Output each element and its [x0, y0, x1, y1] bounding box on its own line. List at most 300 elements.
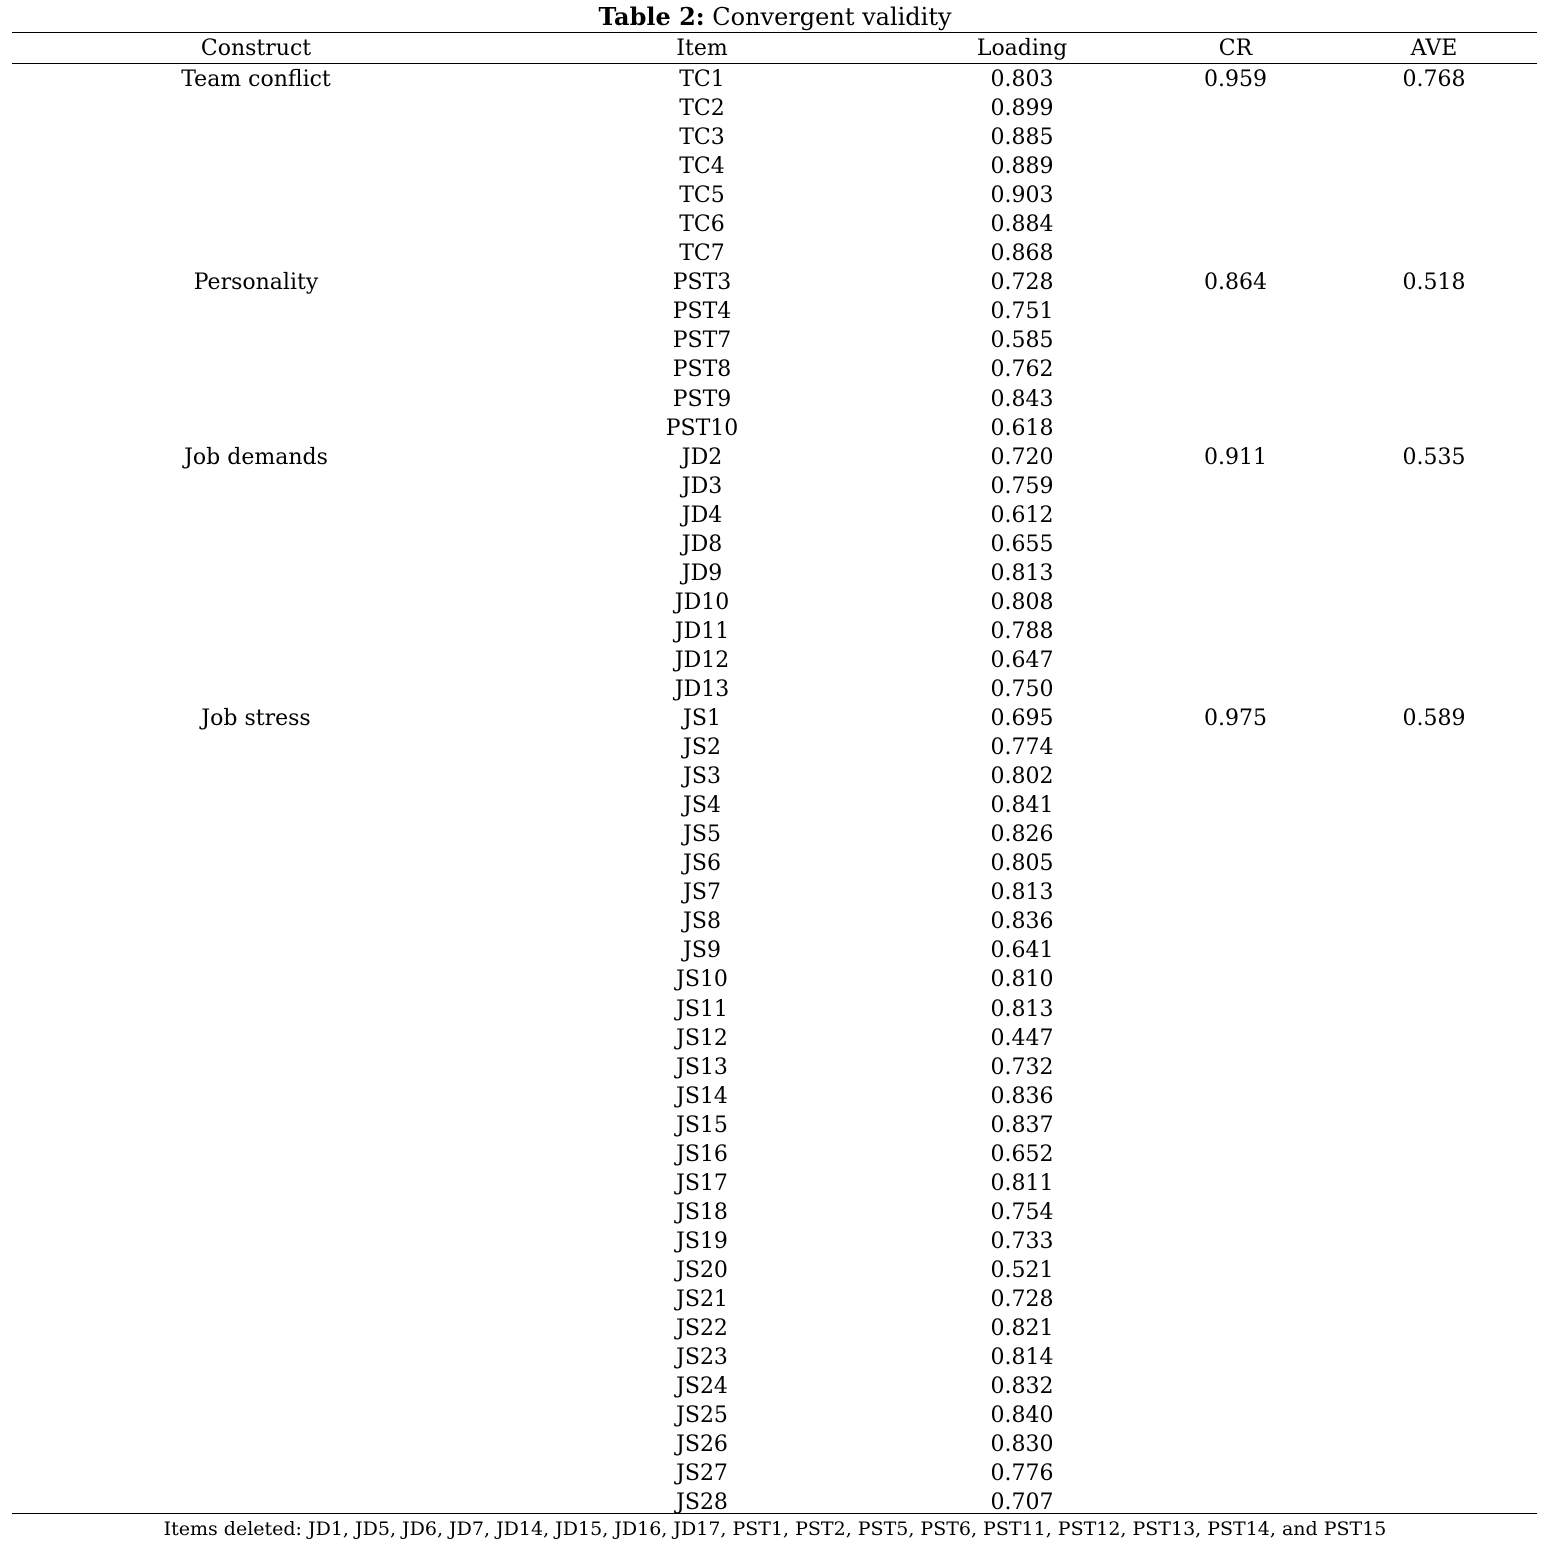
cr-cell [1140, 1284, 1331, 1313]
construct-cell [12, 877, 500, 906]
construct-cell [12, 848, 500, 877]
table-row [0, 529, 1545, 558]
table-row [0, 296, 1545, 325]
table-row [0, 1313, 1545, 1342]
cr-cell [1140, 238, 1331, 267]
cr-cell [1140, 1313, 1331, 1342]
construct-cell [12, 935, 500, 964]
item-cell: JS26 [676, 1432, 728, 1458]
loading-cell: 0.647 [990, 647, 1054, 673]
loading-cell: 0.618 [990, 415, 1054, 441]
loading-cell: 0.821 [990, 1316, 1054, 1342]
ave-cell [1331, 1139, 1537, 1168]
cr-cell [1140, 1487, 1331, 1516]
loading-cell: 0.732 [990, 1054, 1054, 1080]
table-row [0, 674, 1545, 703]
ave-cell [1331, 296, 1537, 325]
item-cell: TC1 [679, 67, 725, 92]
construct-cell [12, 296, 500, 325]
item-cell: TC7 [679, 241, 725, 267]
ave-cell [1331, 151, 1537, 180]
ave-cell [1331, 732, 1537, 761]
ave-cell [1331, 761, 1537, 790]
cr-cell: 0.959 [1204, 67, 1267, 92]
construct-cell [12, 325, 500, 354]
ave-cell [1331, 1255, 1537, 1284]
cr-cell [1140, 994, 1331, 1023]
table-row [0, 471, 1545, 500]
construct-cell [12, 529, 500, 558]
cr-cell [1140, 1110, 1331, 1139]
loading-cell: 0.836 [990, 909, 1054, 935]
construct-cell [12, 645, 500, 674]
ave-cell [1331, 1168, 1537, 1197]
loading-cell: 0.889 [990, 154, 1054, 180]
cr-cell [1140, 732, 1331, 761]
cr-cell [1140, 93, 1331, 122]
ave-cell [1331, 1487, 1537, 1516]
construct-cell [12, 761, 500, 790]
cr-cell [1140, 848, 1331, 877]
ave-cell [1331, 471, 1537, 500]
cr-cell: 0.864 [1204, 270, 1267, 296]
ave-cell [1331, 500, 1537, 529]
ave-cell [1331, 935, 1537, 964]
table-footnote: Items deleted: JD1, JD5, JD6, JD7, JD14, JD15, JD16, JD17, PST1, PST2, PST5, PST6, PST11, PST12, PST13, PST14, and PST15 [163, 1518, 1387, 1540]
construct-cell [12, 238, 500, 267]
loading-cell: 0.803 [990, 67, 1054, 92]
loading-cell: 0.707 [990, 1490, 1054, 1516]
item-cell: JD13 [674, 676, 730, 702]
ave-cell [1331, 994, 1537, 1023]
table-row [0, 151, 1545, 180]
item-cell: JS9 [683, 938, 721, 964]
table-row [0, 1255, 1545, 1284]
table-row [0, 848, 1545, 877]
header-ave: AVE [1410, 36, 1458, 61]
loading-cell: 0.802 [990, 764, 1054, 790]
construct-cell: Job demands [184, 444, 328, 470]
loading-cell: 0.903 [990, 183, 1054, 209]
item-cell: JS24 [676, 1374, 728, 1400]
ave-cell: 0.768 [1402, 67, 1466, 92]
table-row [0, 906, 1545, 935]
loading-cell: 0.728 [990, 1286, 1054, 1312]
loading-cell: 0.837 [990, 1112, 1054, 1138]
loading-cell: 0.521 [990, 1257, 1054, 1283]
table-row [0, 1052, 1545, 1081]
construct-cell [12, 790, 500, 819]
ave-cell [1331, 819, 1537, 848]
ave-cell [1331, 1226, 1537, 1255]
loading-cell: 0.808 [990, 589, 1054, 615]
cr-cell [1140, 1226, 1331, 1255]
table-row [0, 180, 1545, 209]
cr-cell [1140, 471, 1331, 500]
construct-cell [12, 1197, 500, 1226]
item-cell: JD12 [674, 647, 730, 673]
construct-cell [12, 1284, 500, 1313]
item-cell: TC5 [679, 183, 725, 209]
cr-cell: 0.975 [1204, 706, 1267, 732]
item-cell: PST3 [672, 270, 732, 296]
construct-cell [12, 1400, 500, 1429]
cr-cell [1140, 645, 1331, 674]
loading-cell: 0.884 [990, 212, 1054, 238]
item-cell: PST10 [665, 415, 739, 441]
table-row [0, 267, 1545, 296]
item-cell: JS15 [676, 1112, 728, 1138]
item-cell: JS18 [676, 1199, 728, 1225]
cr-cell [1140, 1168, 1331, 1197]
cr-cell [1140, 1429, 1331, 1458]
item-cell: JD2 [681, 444, 723, 470]
ave-cell [1331, 209, 1537, 238]
cr-cell [1140, 413, 1331, 442]
construct-cell [12, 1487, 500, 1516]
table-row [0, 994, 1545, 1023]
ave-cell [1331, 1458, 1537, 1487]
table-row [0, 1226, 1545, 1255]
loading-cell: 0.836 [990, 1083, 1054, 1109]
cr-cell [1140, 296, 1331, 325]
header-cr: CR [1218, 36, 1253, 61]
ave-cell [1331, 906, 1537, 935]
table-row [0, 1371, 1545, 1400]
table-row [0, 1342, 1545, 1371]
ave-cell [1331, 587, 1537, 616]
item-cell: TC6 [679, 212, 725, 238]
item-cell: JS1 [683, 706, 721, 732]
table-row [0, 761, 1545, 790]
item-cell: JD3 [681, 473, 723, 499]
table-row [0, 1197, 1545, 1226]
ave-cell [1331, 674, 1537, 703]
construct-cell [12, 500, 500, 529]
loading-cell: 0.805 [990, 851, 1054, 877]
construct-cell [12, 1081, 500, 1110]
item-cell: JS4 [683, 793, 721, 819]
loading-cell: 0.776 [990, 1461, 1054, 1487]
ave-cell [1331, 1313, 1537, 1342]
item-cell: JS6 [683, 851, 721, 877]
item-cell: JS7 [683, 880, 721, 906]
table-row [0, 354, 1545, 383]
item-cell: PST4 [672, 299, 732, 325]
construct-cell [12, 732, 500, 761]
item-cell: JD8 [681, 531, 723, 557]
loading-cell: 0.885 [990, 125, 1054, 151]
ave-cell [1331, 848, 1537, 877]
construct-cell [12, 1313, 500, 1342]
table-row [0, 790, 1545, 819]
loading-cell: 0.810 [990, 967, 1054, 993]
table-caption-label: Table 2: [598, 2, 705, 31]
construct-cell: Personality [193, 270, 319, 296]
item-cell: TC4 [679, 154, 725, 180]
table-row [0, 1429, 1545, 1458]
cr-cell [1140, 151, 1331, 180]
loading-cell: 0.832 [990, 1374, 1054, 1400]
construct-cell [12, 209, 500, 238]
table-row [0, 122, 1545, 151]
item-cell: PST9 [672, 386, 732, 412]
loading-cell: 0.733 [990, 1228, 1054, 1254]
ave-cell [1331, 180, 1537, 209]
loading-cell: 0.759 [990, 473, 1054, 499]
ave-cell: 0.535 [1402, 444, 1466, 470]
cr-cell [1140, 1458, 1331, 1487]
table-row [0, 413, 1545, 442]
loading-cell: 0.720 [990, 444, 1054, 470]
table-row [0, 442, 1545, 471]
item-cell: JS19 [676, 1228, 728, 1254]
cr-cell [1140, 1400, 1331, 1429]
construct-cell [12, 906, 500, 935]
loading-cell: 0.813 [990, 996, 1054, 1022]
loading-cell: 0.788 [990, 618, 1054, 644]
loading-cell: 0.814 [990, 1345, 1054, 1371]
cr-cell [1140, 384, 1331, 413]
construct-cell [12, 616, 500, 645]
table-row [0, 325, 1545, 354]
ave-cell [1331, 1400, 1537, 1429]
header-item: Item [676, 36, 728, 61]
cr-cell [1140, 558, 1331, 587]
ave-cell [1331, 790, 1537, 819]
loading-cell: 0.813 [990, 880, 1054, 906]
construct-cell [12, 674, 500, 703]
cr-cell [1140, 1081, 1331, 1110]
item-cell: PST7 [672, 328, 732, 354]
item-cell: TC3 [679, 125, 725, 151]
construct-cell [12, 587, 500, 616]
ave-cell [1331, 93, 1537, 122]
loading-cell: 0.612 [990, 502, 1054, 528]
loading-cell: 0.840 [990, 1403, 1054, 1429]
ave-cell [1331, 384, 1537, 413]
cr-cell [1140, 500, 1331, 529]
ave-cell [1331, 238, 1537, 267]
item-cell: JD4 [681, 502, 723, 528]
table-row [0, 64, 1545, 93]
table-body [0, 64, 1545, 1516]
loading-cell: 0.774 [990, 735, 1054, 761]
table-row [0, 1023, 1545, 1052]
table-caption-title: Convergent validity [704, 3, 952, 31]
cr-cell [1140, 790, 1331, 819]
construct-cell [12, 384, 500, 413]
construct-cell [12, 151, 500, 180]
construct-cell [12, 354, 500, 383]
table-row [0, 500, 1545, 529]
loading-cell: 0.762 [990, 357, 1054, 383]
loading-cell: 0.811 [990, 1170, 1054, 1196]
cr-cell [1140, 1052, 1331, 1081]
construct-cell [12, 1168, 500, 1197]
item-cell: JS22 [676, 1316, 728, 1342]
table-row [0, 645, 1545, 674]
item-cell: JS20 [676, 1257, 728, 1283]
table-row [0, 616, 1545, 645]
construct-cell [12, 994, 500, 1023]
ave-cell [1331, 529, 1537, 558]
ave-cell [1331, 1110, 1537, 1139]
ave-cell [1331, 1023, 1537, 1052]
item-cell: TC2 [679, 96, 725, 122]
table-caption [0, 2, 1545, 32]
item-cell: JS21 [676, 1286, 728, 1312]
table-top-rule [12, 32, 1537, 33]
item-cell: JS8 [683, 909, 721, 935]
construct-cell [12, 819, 500, 848]
item-cell: JS3 [683, 764, 721, 790]
table-row [0, 238, 1545, 267]
ave-cell [1331, 1342, 1537, 1371]
ave-cell: 0.589 [1402, 706, 1466, 732]
ave-cell [1331, 1371, 1537, 1400]
table-row [0, 1458, 1545, 1487]
construct-cell: Team conflict [181, 67, 331, 92]
item-cell: JD11 [674, 618, 730, 644]
cr-cell [1140, 935, 1331, 964]
cr-cell [1140, 587, 1331, 616]
item-cell: JS5 [683, 822, 721, 848]
loading-cell: 0.447 [990, 1025, 1054, 1051]
cr-cell [1140, 325, 1331, 354]
table-row [0, 703, 1545, 732]
loading-cell: 0.830 [990, 1432, 1054, 1458]
cr-cell [1140, 1255, 1331, 1284]
ave-cell [1331, 616, 1537, 645]
loading-cell: 0.655 [990, 531, 1054, 557]
cr-cell [1140, 209, 1331, 238]
construct-cell [12, 1429, 500, 1458]
header-construct: Construct [200, 36, 312, 61]
table-row [0, 964, 1545, 993]
ave-cell [1331, 1197, 1537, 1226]
item-cell: JD10 [674, 589, 730, 615]
item-cell: PST8 [672, 357, 732, 383]
ave-cell [1331, 645, 1537, 674]
cr-cell [1140, 354, 1331, 383]
construct-cell [12, 471, 500, 500]
construct-cell [12, 1371, 500, 1400]
construct-cell [12, 1023, 500, 1052]
table-row [0, 877, 1545, 906]
ave-cell [1331, 122, 1537, 151]
construct-cell [12, 1255, 500, 1284]
cr-cell [1140, 1197, 1331, 1226]
construct-cell [12, 413, 500, 442]
item-cell: JS27 [676, 1461, 728, 1487]
ave-cell [1331, 877, 1537, 906]
loading-cell: 0.841 [990, 793, 1054, 819]
ave-cell: 0.518 [1402, 270, 1466, 296]
table-row [0, 558, 1545, 587]
header-loading: Loading [976, 36, 1068, 61]
ave-cell [1331, 1429, 1537, 1458]
construct-cell [12, 1226, 500, 1255]
ave-cell [1331, 1284, 1537, 1313]
table-row [0, 1081, 1545, 1110]
loading-cell: 0.728 [990, 270, 1054, 296]
cr-cell [1140, 906, 1331, 935]
ave-cell [1331, 1081, 1537, 1110]
loading-cell: 0.813 [990, 560, 1054, 586]
table-row [0, 587, 1545, 616]
loading-cell: 0.754 [990, 1199, 1054, 1225]
item-cell: JS16 [676, 1141, 728, 1167]
loading-cell: 0.641 [990, 938, 1054, 964]
ave-cell [1331, 413, 1537, 442]
cr-cell: 0.911 [1204, 444, 1267, 470]
construct-cell [12, 558, 500, 587]
table-row [0, 209, 1545, 238]
construct-cell [12, 122, 500, 151]
loading-cell: 0.652 [990, 1141, 1054, 1167]
table-row [0, 93, 1545, 122]
cr-cell [1140, 761, 1331, 790]
loading-cell: 0.868 [990, 241, 1054, 267]
cr-cell [1140, 1023, 1331, 1052]
item-cell: JS10 [676, 967, 728, 993]
construct-cell [12, 964, 500, 993]
table-row [0, 1400, 1545, 1429]
loading-cell: 0.899 [990, 96, 1054, 122]
loading-cell: 0.843 [990, 386, 1054, 412]
ave-cell [1331, 964, 1537, 993]
loading-cell: 0.695 [990, 706, 1054, 732]
item-cell: JS2 [683, 735, 721, 761]
construct-cell [12, 1458, 500, 1487]
item-cell: JS28 [676, 1490, 728, 1516]
construct-cell [12, 1139, 500, 1168]
ave-cell [1331, 354, 1537, 383]
cr-cell [1140, 674, 1331, 703]
cr-cell [1140, 616, 1331, 645]
table-row [0, 819, 1545, 848]
item-cell: JS12 [676, 1025, 728, 1051]
cr-cell [1140, 964, 1331, 993]
item-cell: JD9 [681, 560, 723, 586]
ave-cell [1331, 558, 1537, 587]
cr-cell [1140, 1139, 1331, 1168]
item-cell: JS13 [676, 1054, 728, 1080]
item-cell: JS25 [676, 1403, 728, 1429]
cr-cell [1140, 819, 1331, 848]
ave-cell [1331, 325, 1537, 354]
table-row [0, 1284, 1545, 1313]
item-cell: JS17 [676, 1170, 728, 1196]
table-row [0, 1110, 1545, 1139]
cr-cell [1140, 1371, 1331, 1400]
table-row [0, 732, 1545, 761]
cr-cell [1140, 1342, 1331, 1371]
construct-cell: Job stress [201, 706, 311, 732]
table-row [0, 935, 1545, 964]
construct-cell [12, 93, 500, 122]
table-row [0, 1168, 1545, 1197]
table-row [0, 1139, 1545, 1168]
loading-cell: 0.750 [990, 676, 1054, 702]
item-cell: JS23 [676, 1345, 728, 1371]
construct-cell [12, 180, 500, 209]
item-cell: JS14 [676, 1083, 728, 1109]
cr-cell [1140, 529, 1331, 558]
cr-cell [1140, 122, 1331, 151]
ave-cell [1331, 1052, 1537, 1081]
